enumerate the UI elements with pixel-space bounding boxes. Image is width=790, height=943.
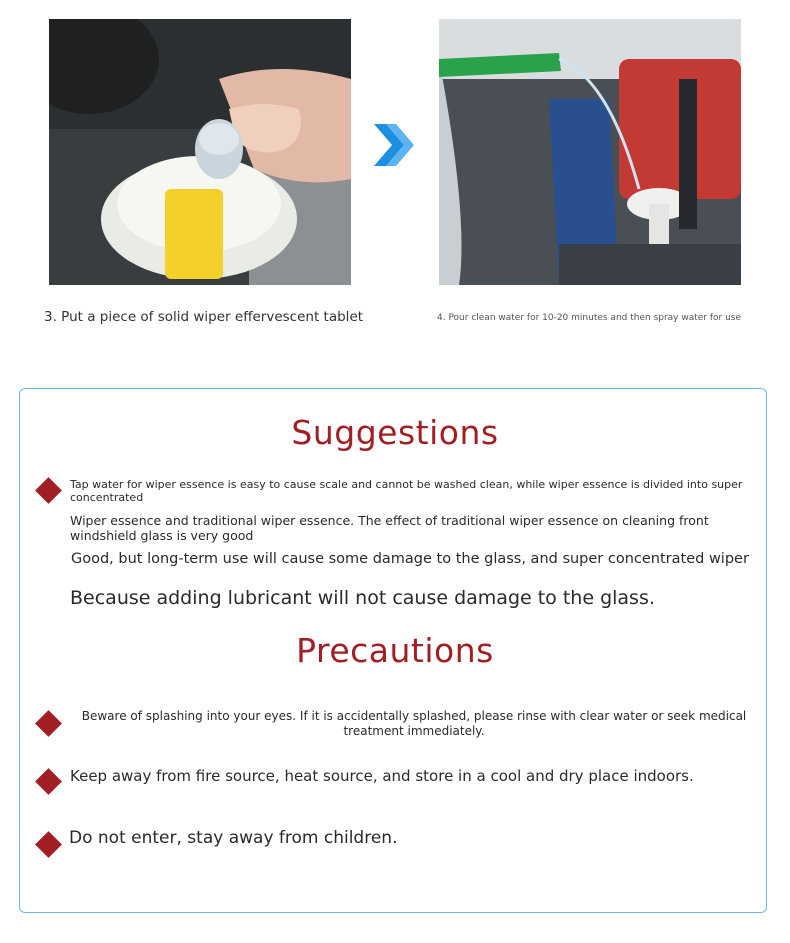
suggestions-title: Suggestions (291, 413, 499, 452)
precautions-title: Precautions (296, 631, 494, 670)
step-3-photo (49, 19, 351, 285)
precaution-item: Do not enter, stay away from children. (69, 828, 398, 848)
suggestion-item: Tap water for wiper essence is easy to cause scale and cannot be washed clean, while wiper essence is divided into super concentrated (70, 478, 743, 504)
suggestion-item: Wiper essence and traditional wiper essence. The effect of traditional wiper essence on cleaning front windshield glass is very good (70, 513, 709, 543)
precaution-item: Beware of splashing into your eyes. If it is accidentally splashed, please rinse with clear water or seek medical treatment immediately. (81, 709, 747, 738)
precaution-item: Keep away from fire source, heat source, and store in a cool and dry place indoors. (70, 767, 694, 785)
chevron-right-double-icon (372, 122, 416, 168)
suggestion-item: Good, but long-term use will cause some damage to the glass, and super concentrated wiper (71, 551, 749, 567)
step-4-caption: 4. Pour clean water for 10-20 minutes and then spray water for use (437, 313, 742, 323)
step-4-photo (439, 19, 741, 285)
suggestion-item: Because adding lubricant will not cause damage to the glass. (70, 587, 655, 609)
step-3-caption: 3. Put a piece of solid wiper effervescent tablet (44, 309, 364, 325)
